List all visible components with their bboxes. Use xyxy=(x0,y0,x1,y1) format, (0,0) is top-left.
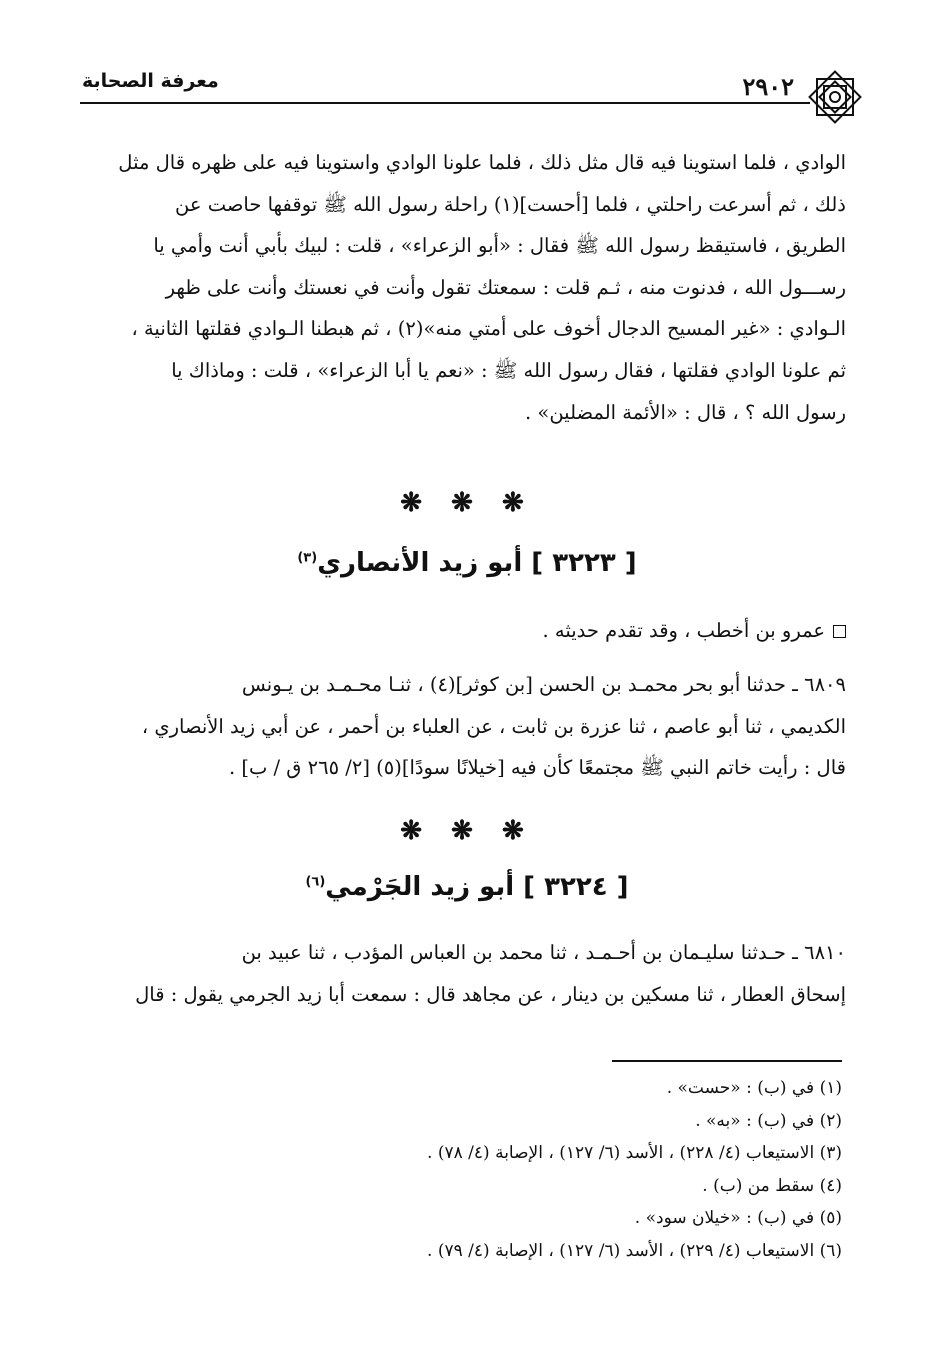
text-line xyxy=(84,610,846,652)
section-heading-3223 xyxy=(0,548,934,578)
text-line: ٦٨١٠ ـ حـدثنا سليـمان بن أحـمـد ، ثنا محمد بن العباس المؤدب ، ثنا عبيد بن xyxy=(241,941,846,964)
footnote-item: (٤) سقط من (ب) . xyxy=(702,1175,842,1196)
footnote-item: (١) في (ب) : «حست» . xyxy=(666,1078,842,1098)
page-number: ٢٩٠٢ xyxy=(742,72,794,101)
octagram-ornament-icon xyxy=(804,66,866,128)
footnote-rule xyxy=(612,1060,842,1062)
paragraph-continued xyxy=(84,142,846,433)
text-line: رسول الله ؟ ، قال : «الأئمة المضلين» . xyxy=(525,400,846,424)
hadith-6810 xyxy=(84,932,846,1015)
text-line: الوادي ، فلما استوينا فيه قال مثل ذلك ، فلما علونا الوادي واستوينا فيه على ظهره قال مثل xyxy=(118,151,846,174)
running-title: معرفة الصحابة xyxy=(82,70,219,92)
section-title: [ ٣٢٢٣ ] أبو زيد الأنصاري xyxy=(317,548,637,578)
text-line: رســـول الله ، فدنوت منه ، ثـم قلت : سمعتك تقول وأنت في نعستك وأنت على ظهر xyxy=(165,275,846,299)
footnote-item: (٦) الاستيعاب (٤/ ٢٢٩) ، الأسد (٦/ ١٢٧) ، الإصابة (٤/ ٧٩) . xyxy=(427,1240,842,1261)
text-line: ذلك ، ثم أسرعت راحلتي ، فلما [أحست](١) راحلة رسول الله ﷺ توقفها حاصت عن xyxy=(175,192,846,216)
square-bullet-icon xyxy=(833,625,846,638)
text-line: إسحاق العطار ، ثنا مسكين بن دينار ، عن مجاهد قال : سمعت أبا زيد الجرمي يقول : قال xyxy=(135,982,846,1006)
section-intro xyxy=(84,610,846,652)
footnote-item: (٢) في (ب) : «به» . xyxy=(695,1110,842,1131)
section-title: [ ٣٢٢٤ ] أبو زيد الجَرْمي xyxy=(325,872,629,902)
footnote-ref: (٣) xyxy=(297,550,318,566)
header-rule xyxy=(80,102,810,104)
text-line: ٦٨٠٩ ـ حدثنا أبو بحر محمـد بن الحسن [بن كوثر](٤) ، ثنـا محـمـد بن يـونس xyxy=(241,673,846,696)
section-separator: ❋ ❋ ❋ xyxy=(400,816,534,846)
text-line: قال : رأيت خاتم النبي ﷺ مجتمعًا كأن فيه [خيلانًا سودًا](٥) [٢/ ٢٦٥ ق / ب] . xyxy=(228,756,846,780)
footnotes xyxy=(142,1072,842,1268)
section-heading-3224 xyxy=(0,872,934,902)
text-line: ثم علونا الوادي فقلتها ، فقال رسول الله ﷺ : «نعم يا أبا الزعراء» ، قلت : وماذاك يا xyxy=(171,358,846,382)
text-line: الكديمي ، ثنا أبو عاصم ، ثنا عزرة بن ثابت ، عن العلباء بن أحمر ، عن أبي زيد الأنصاري ، xyxy=(141,714,846,738)
text-line: الطريق ، فاستيقظ رسول الله ﷺ فقال : «أبو الزعراء» ، قلت : لبيك بأبي أنت وأمي يا xyxy=(153,234,846,258)
text-line: الـوادي : «غير المسيح الدجال أخوف على أمتي منه»(٢) ، ثم هبطنا الـوادي فقلتها الثانية ، xyxy=(131,317,846,341)
hadith-6809 xyxy=(84,664,846,789)
intro-text: عمرو بن أخطب ، وقد تقدم حديثه . xyxy=(542,619,825,642)
footnote-item: (٥) في (ب) : «خيلان سود» . xyxy=(634,1208,842,1229)
section-separator: ❋ ❋ ❋ xyxy=(400,488,534,518)
footnote-ref: (٦) xyxy=(305,874,326,890)
footnote-item: (٣) الاستيعاب (٤/ ٢٢٨) ، الأسد (٦/ ١٢٧) ، الإصابة (٤/ ٧٨) . xyxy=(427,1143,842,1164)
